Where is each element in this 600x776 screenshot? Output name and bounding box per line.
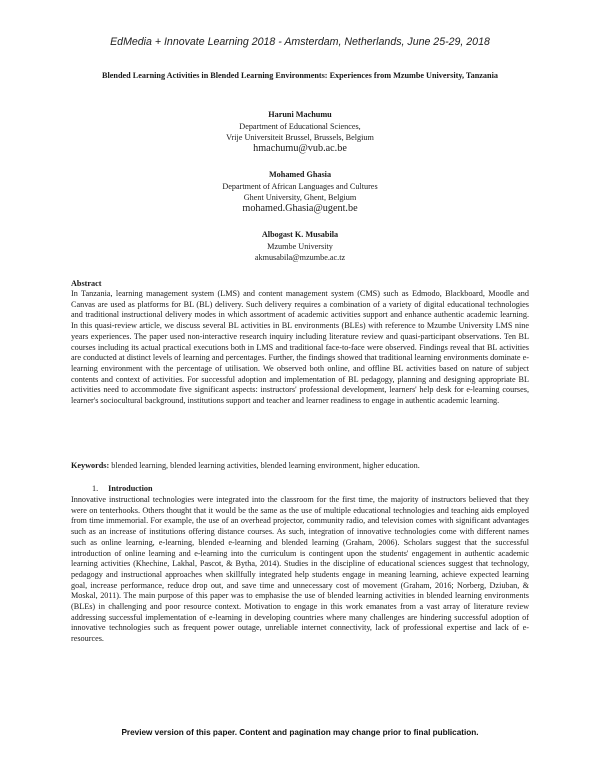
author-email: hmachumu@vub.ac.be: [253, 143, 347, 154]
author-block-2: [60, 170, 540, 215]
author-affiliation: Department of Educational Sciences,: [239, 122, 361, 131]
author-name: Albogast K. Musabila: [261, 230, 339, 239]
abstract-heading: Abstract: [71, 279, 102, 288]
introduction-text: Innovative instructional technologies were integrated into the classroom for the first time, the majority of instructors believed that they were on tenterhooks. Others thought that it would be the same as the use of multiple educational technologies and teaching aids employed from time immemorial. For example, the use of an overhead projector, community radio, and television comes with significant advantages such as an increase of institutions offering distance courses. As such, integration of innovative technologies come with different names such as online learning, e-learning, blended e-learning and blended learning (Graham, 2006). Scholars suggest that the successful introduction of online learning and e-learning into the curriculum is contingent upon the students' engagement in authentic academic learning activities (Khechine, Lakhal, Pascot, & Bytha, 2014). Studies in the discipline of educational sciences suggest that technology, pedagogy and instructional approaches when skillfully integrated help students engage in meaning learning, achieve expected learning goal, increase performance, reduce drop out, and save time and unnecessary cost of movement (Graham, 2016; Norberg, Dziuban, & Moskal, 2011). The main purpose of this paper was to emphasise the use of blended learning activities in blended learning environments (BLEs) in challenging and poor resource context. Motivation to engage in this work emanates from a vast array of literature review addressing successful implementation of e-learning in developing countries where many challenges are hindering successful adoption of innovative technologies such as frequent power outage, unreliable internet connectivity, lack of professional expertise and lack of e-resources.: [71, 495, 529, 644]
author-affiliation: Vrije Universiteit Brussel, Brussels, Belgium: [226, 132, 374, 142]
author-email: mohamed.Ghasia@ugent.be: [242, 203, 358, 214]
keywords: [71, 461, 529, 472]
paper-title: Blended Learning Activities in Blended Learning Environments: Experiences from Mzumbe University, Tanzania: [102, 71, 498, 80]
author-block-3: [60, 230, 540, 263]
author-affiliation: Ghent University, Ghent, Belgium: [243, 192, 357, 202]
author-affiliation: Department of African Languages and Cultures: [222, 182, 378, 191]
running-header: EdMedia + Innovate Learning 2018 - Amsterdam, Netherlands, June 25-29, 2018: [110, 36, 490, 48]
abstract-text: In Tanzania, learning management system (LMS) and content management system (CMS) such as Edmodo, Blackboard, Moodle and Canvas are used as platforms for BL (BL) delivery. Such delivery requires a combination of a variety of digital educational technologies and traditional instructional delivery modes in which assortment of academic activities support and enhance authentic academic learning. In this quasi-review article, we discuss several BL activities in BL environments (BLEs) with reference to Mzumbe University LMS nine years experiences. The paper used non-interactive research inquiry including literature review and quasi-participant observations. Ten BL courses including its actual practical executions both in LMS and traditional face-to-face were observed. Findings reveal that BL activities are conducted at distinct levels of learning and percentages. Further, the findings showed that traditional learning environments dominate e-learning environment with the percentage of utilisation. We observed both online, and offline BL activities based on nature of subject contents and context of activities. For successful adoption and implementation of BL pedagogy, planning and designing appropriate BL activities need to accommodate five significant aspects: instructors' professional development, learners' help desk for e-learning courses, learner's sociocultural background, institutions support and teacher and learner readiness to engage in authentic academic learning.: [71, 289, 529, 406]
preview-notice: Preview version of this paper. Content and pagination may change prior to final publication.: [121, 728, 479, 737]
author-name: Haruni Machumu: [268, 110, 332, 119]
section-number: 1.: [92, 484, 99, 493]
author-email: akmusabila@mzumbe.ac.tz: [254, 252, 346, 262]
section-title: Introduction: [108, 484, 153, 493]
keywords-label: Keywords:: [71, 461, 110, 470]
author-name: Mohamed Ghasia: [268, 170, 332, 179]
section-heading: [92, 484, 153, 493]
author-block-1: [60, 110, 540, 155]
author-affiliation: Mzumbe University: [267, 242, 333, 251]
keywords-text: blended learning, blended learning activities, blended learning environment, higher education.: [111, 461, 420, 470]
